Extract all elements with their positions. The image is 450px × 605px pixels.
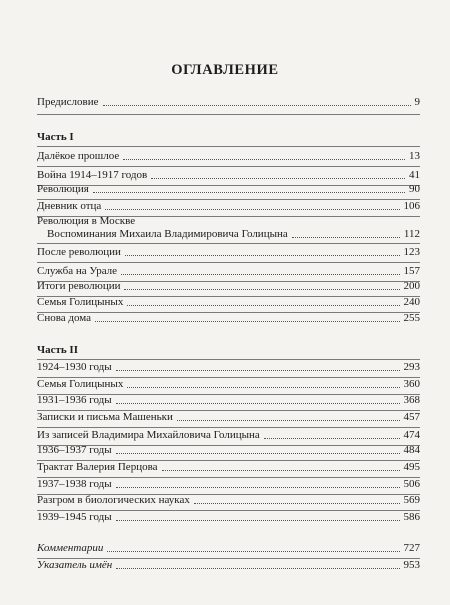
entry-rule xyxy=(37,146,420,147)
dot-leader xyxy=(116,453,400,454)
dot-leader xyxy=(151,178,405,179)
toc-entry-page: 106 xyxy=(403,200,420,212)
toc-entry-page: 157 xyxy=(403,265,420,277)
toc-entry-label xyxy=(37,215,288,241)
entry-rule xyxy=(37,262,420,263)
toc-entry xyxy=(37,429,420,442)
toc-entry-label: Далёкое прошлое xyxy=(37,150,120,162)
toc-entry-label-line1: Революция в Москве xyxy=(37,215,136,227)
toc-entry-page: 368 xyxy=(403,394,420,406)
dot-leader xyxy=(124,289,399,290)
toc-entry-preface xyxy=(37,96,420,109)
dot-leader xyxy=(103,105,411,106)
toc-entry-label: Трактат Валерия Перцова xyxy=(37,461,158,473)
dot-leader xyxy=(116,403,400,404)
toc-entry-index xyxy=(37,559,420,572)
toc-entry-label: Война 1914–1917 годов xyxy=(37,169,148,181)
part-heading-2: Часть II xyxy=(37,344,78,356)
toc-entry-label: Записки и письма Машеньки xyxy=(37,411,173,423)
toc-entry xyxy=(37,461,420,474)
entry-rule xyxy=(37,359,420,360)
toc-entry xyxy=(37,312,420,325)
toc-entry-page: 569 xyxy=(403,494,420,506)
dot-leader xyxy=(264,438,400,439)
toc-entry-label: Комментарии xyxy=(37,542,104,554)
toc-entry-page: 123 xyxy=(403,246,420,258)
toc-entry-label: Служба на Урале xyxy=(37,265,118,277)
toc-entry xyxy=(37,394,420,407)
toc-entry-page: 293 xyxy=(403,361,420,373)
toc-entry xyxy=(37,494,420,507)
dot-leader xyxy=(116,487,400,488)
entry-rule xyxy=(37,166,420,167)
toc-entry-label: Разгром в биологических науках xyxy=(37,494,190,506)
dot-leader xyxy=(121,274,399,275)
toc-entry-label: Семья Голицыных xyxy=(37,378,124,390)
entry-rule xyxy=(37,243,420,244)
toc-entry-page: 200 xyxy=(403,280,420,292)
toc-entry-page: 255 xyxy=(403,312,420,324)
toc-entry xyxy=(37,246,420,259)
dot-leader xyxy=(95,321,399,322)
dot-leader xyxy=(194,503,400,504)
toc-entry-label: Указатель имён xyxy=(37,559,113,571)
toc-entry xyxy=(37,150,420,163)
dot-leader xyxy=(127,387,399,388)
toc-entry-label: Итоги революции xyxy=(37,280,121,292)
toc-entry-page: 90 xyxy=(409,183,420,195)
toc-entry xyxy=(37,215,420,241)
toc-entry-page: 457 xyxy=(403,411,420,423)
toc-entry-page: 506 xyxy=(403,478,420,490)
toc-entry-comments xyxy=(37,542,420,555)
toc-entry-label: После революции xyxy=(37,246,121,258)
toc-entry xyxy=(37,296,420,309)
toc-entry xyxy=(37,511,420,524)
toc-entry xyxy=(37,169,420,182)
toc-entry-label: Дневник отца xyxy=(37,200,102,212)
toc-entry-label: Из записей Владимира Михайловича Голицына xyxy=(37,429,260,441)
toc-entry-page: 953 xyxy=(403,559,420,571)
entry-rule xyxy=(37,114,420,115)
toc-entry-label-line2: Воспоминания Михаила Владимировича Голицына xyxy=(47,228,288,240)
toc-entry-page: 360 xyxy=(403,378,420,390)
toc-entry-page: 484 xyxy=(403,444,420,456)
toc-entry xyxy=(37,200,420,213)
dot-leader xyxy=(116,370,400,371)
dot-leader xyxy=(162,470,400,471)
dot-leader xyxy=(292,237,400,238)
toc-entry-label: Снова дома xyxy=(37,312,92,324)
page-title: ОГЛАВЛЕНИЕ xyxy=(171,62,279,78)
toc-entry-page: 586 xyxy=(403,511,420,523)
toc-entry xyxy=(37,411,420,424)
entry-rule xyxy=(37,427,420,428)
dot-leader xyxy=(105,209,399,210)
toc-entry-page: 112 xyxy=(403,228,420,240)
dot-leader xyxy=(123,159,405,160)
toc-entry-label: 1937–1938 годы xyxy=(37,478,112,490)
toc-entry xyxy=(37,444,420,457)
part-heading-1: Часть I xyxy=(37,131,74,143)
dot-leader xyxy=(177,420,400,421)
toc-entry xyxy=(37,361,420,374)
toc-entry-page: 474 xyxy=(403,429,420,441)
toc-entry-label: Семья Голицыных xyxy=(37,296,124,308)
toc-entry-label: 1936–1937 годы xyxy=(37,444,112,456)
dot-leader xyxy=(107,551,399,552)
toc-entry xyxy=(37,378,420,391)
dot-leader xyxy=(93,192,405,193)
toc-entry xyxy=(37,280,420,293)
toc-entry-page: 240 xyxy=(403,296,420,308)
dot-leader xyxy=(116,520,400,521)
toc-entry-label: Революция xyxy=(37,183,89,195)
toc-entry xyxy=(37,265,420,278)
toc-entry-page: 727 xyxy=(403,542,420,554)
toc-entry-label: Предисловие xyxy=(37,96,99,108)
toc-entry-page: 13 xyxy=(409,150,420,162)
dot-leader xyxy=(116,568,399,569)
toc-entry-label: 1924–1930 годы xyxy=(37,361,112,373)
toc-entry-page: 41 xyxy=(409,169,420,181)
toc-entry xyxy=(37,478,420,491)
toc-entry-page: 9 xyxy=(414,96,420,108)
dot-leader xyxy=(127,305,399,306)
toc-entry xyxy=(37,183,420,196)
toc-entry-page: 495 xyxy=(403,461,420,473)
toc-entry-label: 1939–1945 годы xyxy=(37,511,112,523)
toc-entry-label: 1931–1936 годы xyxy=(37,394,112,406)
dot-leader xyxy=(125,255,400,256)
